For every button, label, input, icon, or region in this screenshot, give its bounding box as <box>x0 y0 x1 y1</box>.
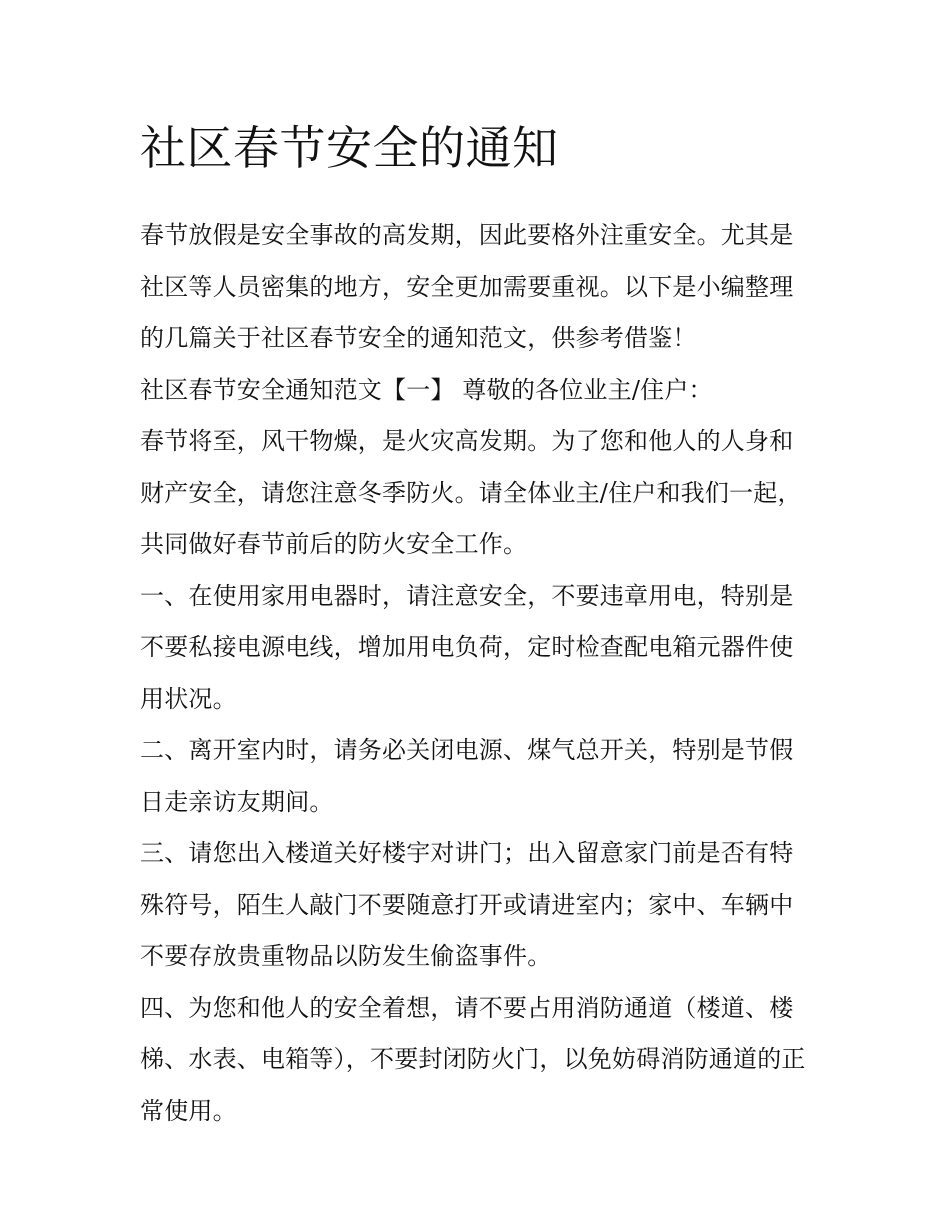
notice-opening-paragraph: 春节将至，风干物燥，是火灾高发期。为了您和他人的人身和财产安全，请您注意冬季防火。请全体业主/住户和我们一起，共同做好春节前后的防火安全工作。 <box>140 427 802 558</box>
rule-one-paragraph: 一、在使用家用电器时，请注意安全，不要违章用电，特别是不要私接电源电线，增加用电负荷，定时检查配电箱元器件使用状况。 <box>140 581 794 713</box>
document-body <box>140 118 812 1137</box>
rule-two-paragraph: 二、离开室内时，请务必关闭电源、煤气总开关，特别是节假日走亲访友期间。 <box>140 736 794 816</box>
page-title: 社区春节安全的通知 <box>140 121 559 175</box>
intro-paragraph: 春节放假是安全事故的高发期，因此要格外注重安全。尤其是社区等人员密集的地方，安全更加需要重视。以下是小编整理的几篇关于社区春节安全的通知范文，供参考借鉴！ <box>140 221 794 352</box>
rule-four-paragraph: 四、为您和他人的安全着想，请不要占用消防通道（楼道、楼梯、水表、电箱等），不要封闭防火门，以免妨碍消防通道的正常使用。 <box>140 993 806 1125</box>
notice-heading-paragraph: 社区春节安全通知范文【一】 尊敬的各位业主/住户： <box>140 375 713 404</box>
rule-three-paragraph: 三、请您出入楼道关好楼宇对讲门；出入留意家门前是否有特殊符号，陌生人敲门不要随意打开或请进室内；家中、车辆中不要存放贵重物品以防发生偷盗事件。 <box>140 839 794 970</box>
